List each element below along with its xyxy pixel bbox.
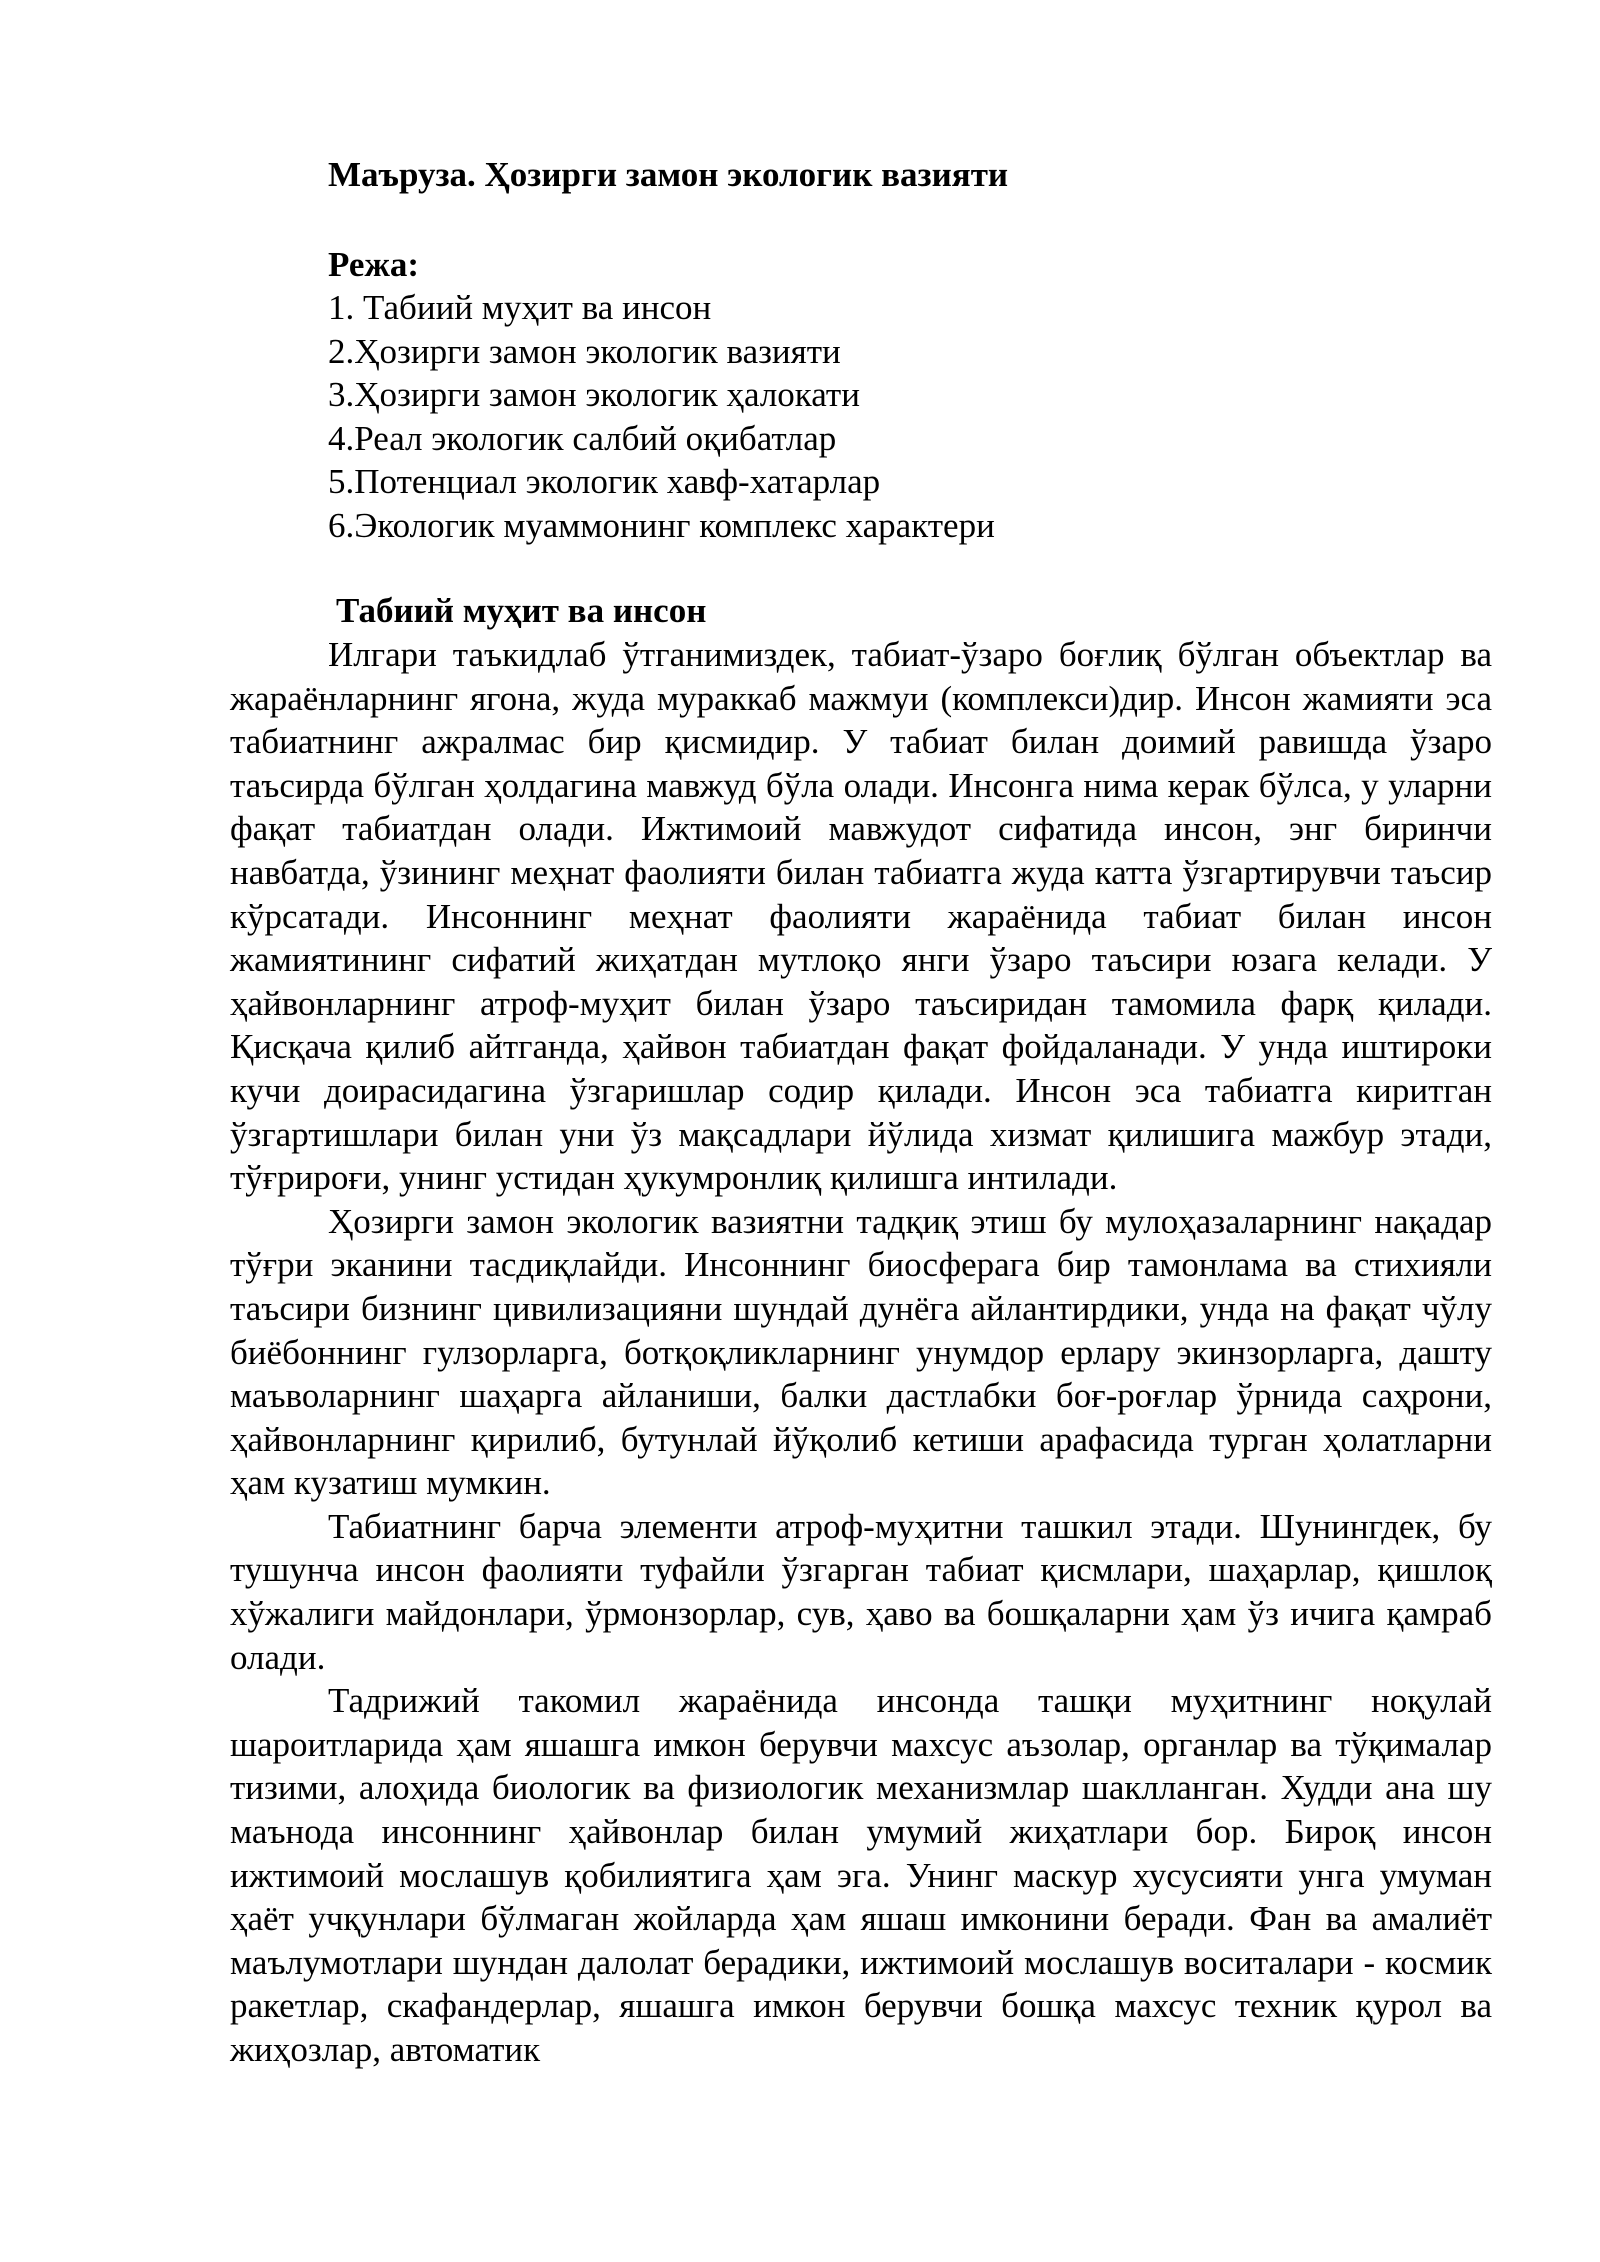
- body-text: [230, 633, 1492, 2072]
- plan-item: 1. Табиий муҳит ва инсон: [328, 288, 712, 327]
- plan-heading: Режа:: [328, 245, 419, 284]
- plan-item: 6.Экологик муаммонинг комплекс характери: [328, 505, 995, 545]
- document-title: Маъруза. Ҳозирги замон экологик вазияти: [328, 155, 1009, 194]
- paragraph: Илгари таъкидлаб ўтганимиздек, табиат-ўзаро боғлиқ бўлган объектлар ва жараёнларнинг ягона, жуда мураккаб мажмуи (комплекси)дир. Инсон жамияти эса табиатнинг ажралмас бир қисмидир. У табиат билан доимий равишда ўзаро таъсирда бўлган ҳолдагина мавжуд бўла олади. Инсонга нима керак бўлса, у уларни фақат табиатдан олади. Ижтимоий мавжудот сифатида инсон, энг биринчи навбатда, ўзининг меҳнат фаолияти билан табиатга жуда катта ўзгартирувчи таъсир кўрсатади. Инсоннинг меҳнат фаолияти жараёнида табиат билан инсон жамиятининг сифатий жиҳатдан мутлоқо янги ўзаро таъсири юзага келади. У ҳайвонларнинг атроф-муҳит билан ўзаро таъсиридан тамомила фарқ қилади. Қисқача қилиб айтганда, ҳайвон табиатдан фақат фойдаланади. У унда иштироки кучи доирасидагина ўзгаришлар содир қилади. Инсон эса табиатга киритган ўзгартишлари билан уни ўз мақсадлари йўлида хизмат қилишига мажбур этади, тўғрироғи, унинг устидан ҳукумронлиқ қилишга интилади.: [230, 635, 1492, 1198]
- plan-item: 3.Ҳозирги замон экологик ҳалокати: [328, 375, 860, 415]
- plan-item: 5.Потенциал экологик хавф-хатарлар: [328, 462, 881, 502]
- plan-item: 4.Реал экологик салбий оқибатлар: [328, 418, 837, 458]
- paragraph: Тадрижий такомил жараёнида инсонда ташқи муҳитнинг ноқулай шароитларида ҳам яшашга имкон берувчи махсус аъзолар, органлар ва тўқималар тизими, алоҳида биологик ва физиологик механизмлар шаклланган. Худди ана шу маънода инсоннинг ҳайвонлар билан умумий жиҳатлари бор. Бироқ инсон ижтимоий мослашув қобилиятига ҳам эга. Унинг маскур хусусияти унга умуман ҳаёт учқунлари бўлмаган жойларда ҳам яшаш имконини беради. Фан ва амалиёт маълумотлари шундан далолат берадики, ижтимоий мослашув воситалари - космик ракетлар, скафандерлар, яшашга имкон берувчи бошқа махсус техник қурол ва жиҳозлар, автоматик: [230, 1681, 1492, 2069]
- paragraph: Ҳозирги замон экологик вазиятни тадқиқ этиш бу мулоҳазаларнинг нақадар тўғри эканини тасдиқлайди. Инсоннинг биосферага бир тамонлама ва стихияли таъсири бизнинг цивилизацияни шундай дунёга айлантирдики, унда на фақат чўлу биёбоннинг гулзорларга, ботқоқликларнинг унумдор ерлару экинзорларга, дашту маъволарнинг шаҳарга айланиши, балки дастлабки боғ-роғлар ўрнида саҳрони, ҳайвонларнинг қирилиб, бутунлай йўқолиб кетиши арафасида турган ҳолатларни ҳам кузатиш мумкин.: [230, 1201, 1492, 1503]
- plan-item: 2.Ҳозирги замон экологик вазияти: [328, 331, 841, 371]
- plan-list: [328, 286, 995, 548]
- section-heading: Табиий муҳит ва инсон: [336, 591, 707, 630]
- paragraph: Табиатнинг барча элементи атроф-муҳитни ташкил этади. Шунингдек, бу тушунча инсон фаолияти туфайли ўзгарган табиат қисмлари, шаҳарлар, қишлоқ хўжалиги майдонлари, ўрмонзорлар, сув, ҳаво ва бошқаларни ҳам ўз ичига қамраб олади.: [230, 1506, 1492, 1677]
